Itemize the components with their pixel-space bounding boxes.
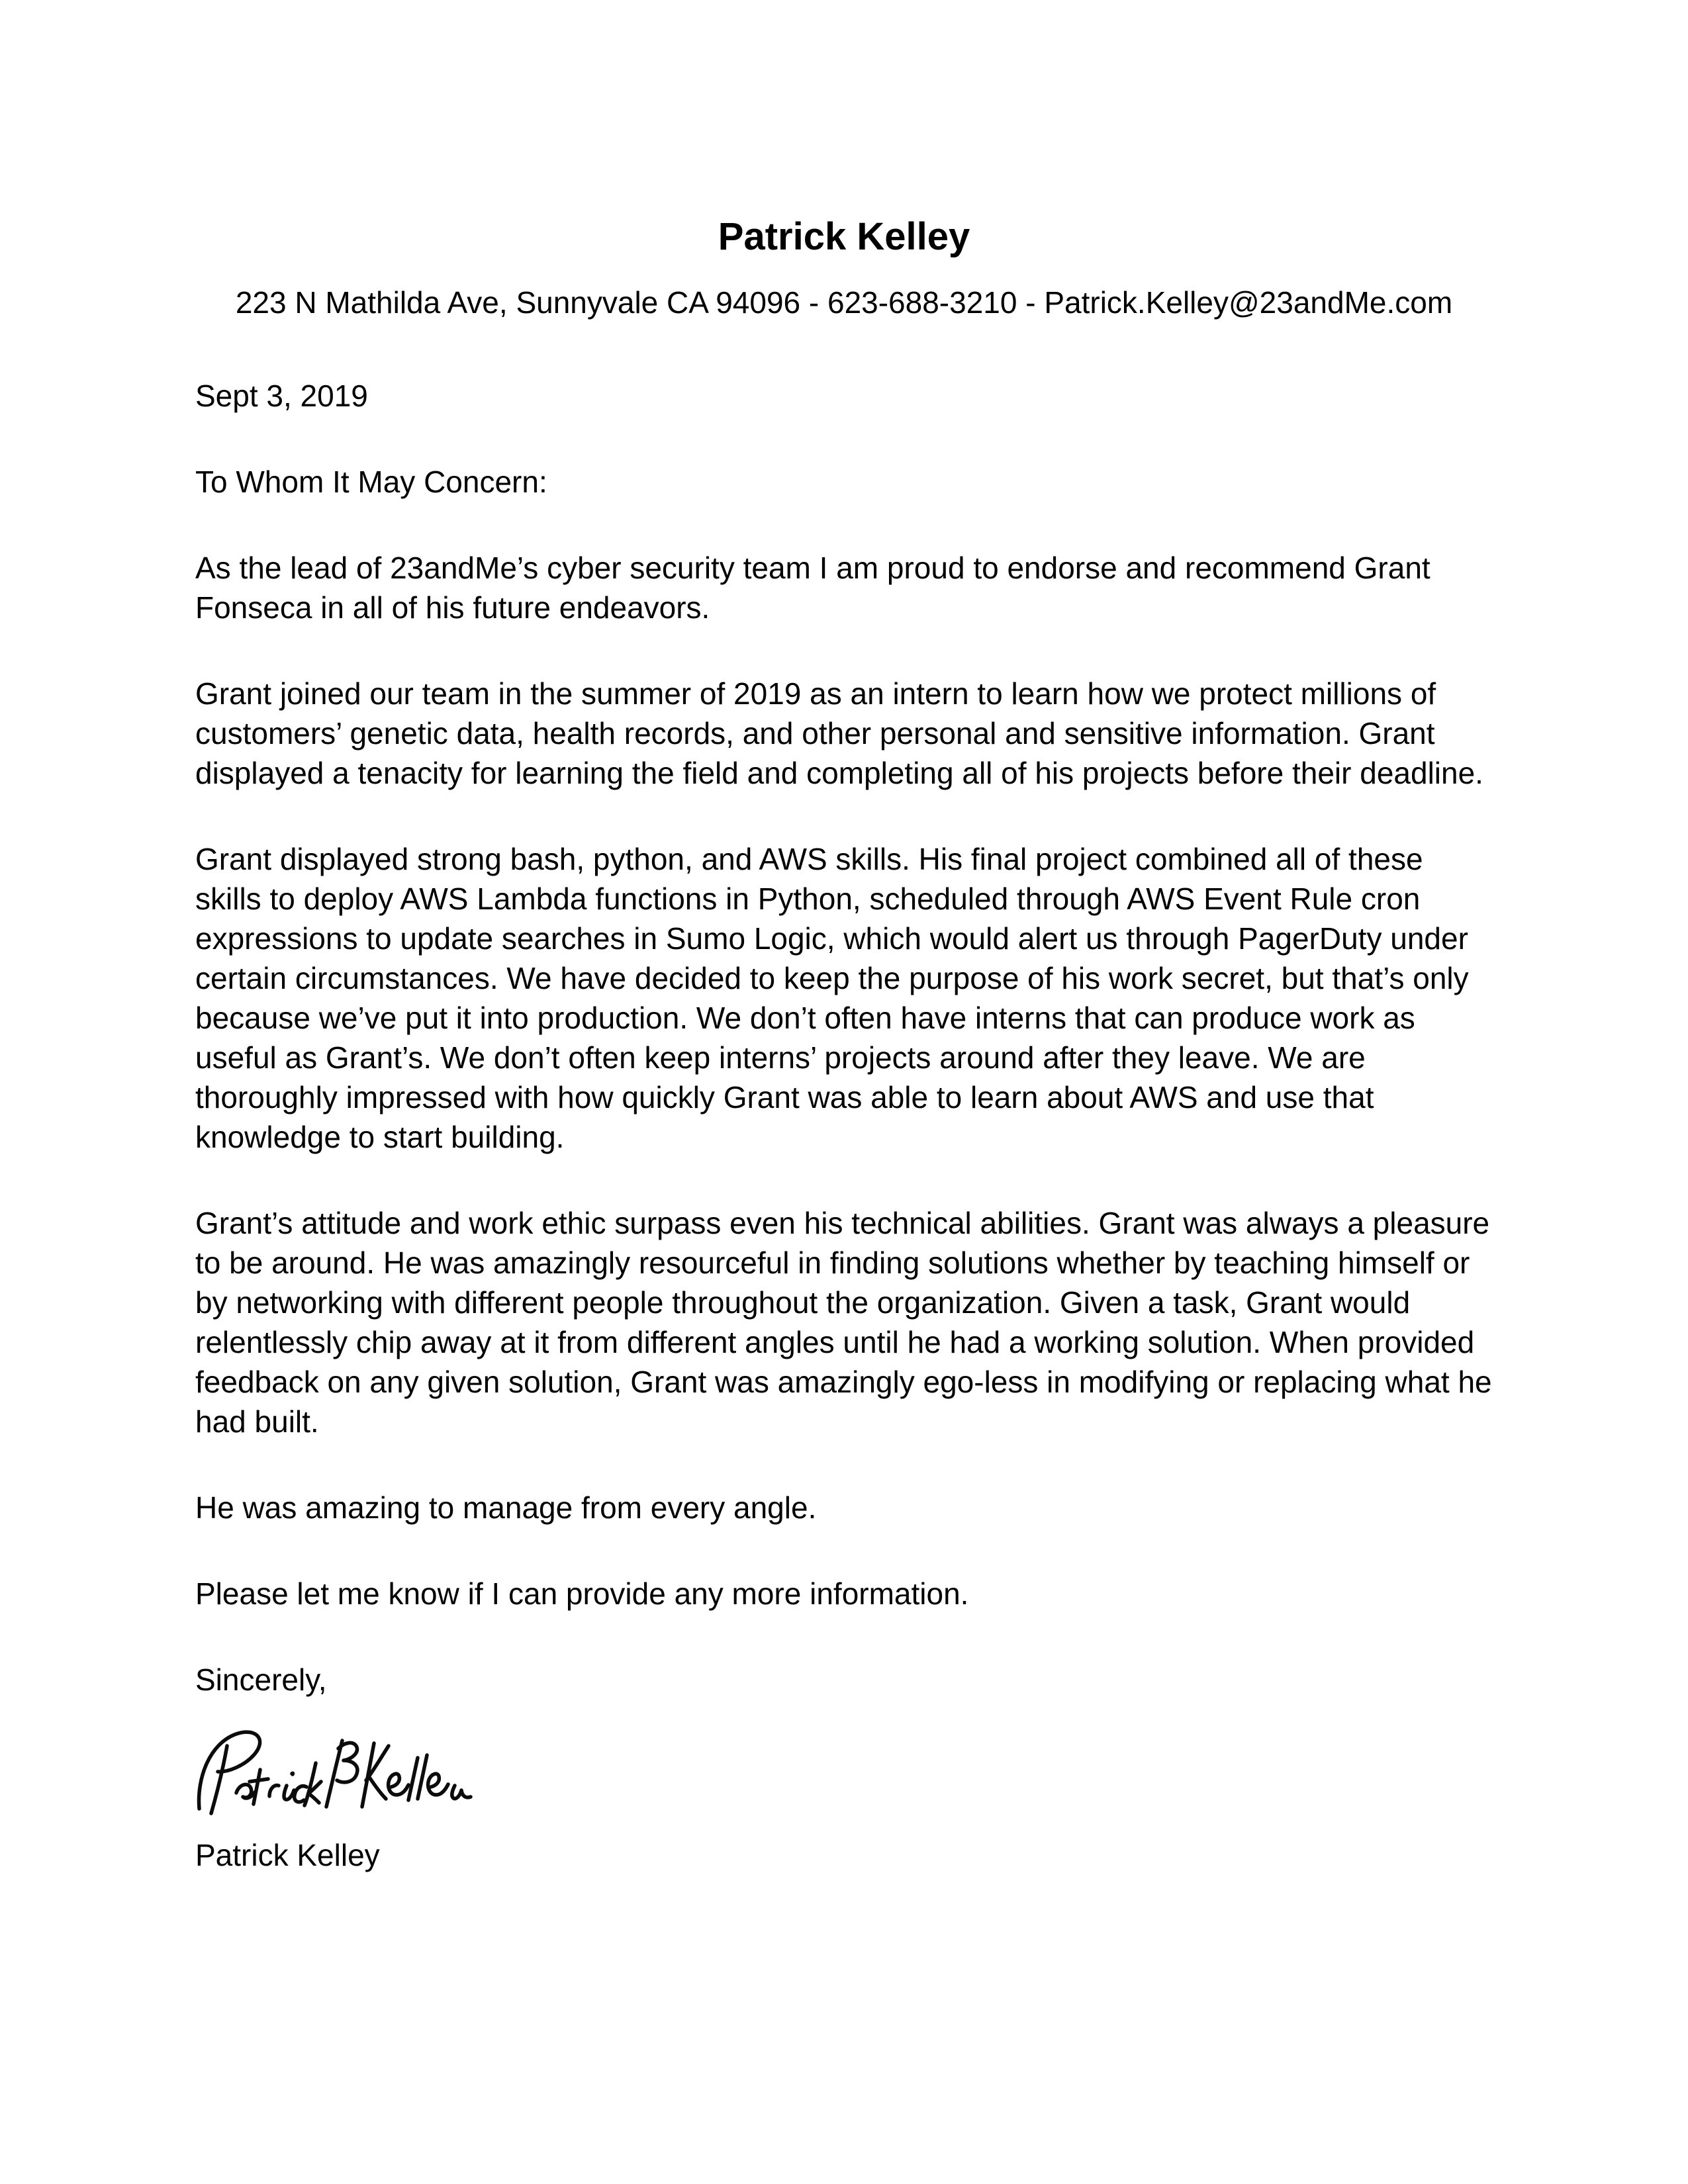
paragraph-1: As the lead of 23andMe’s cyber security team I am proud to endorse and recommend Grant Fonseca in all of his future endeavors. [195,551,1430,625]
paragraph-2: Grant joined our team in the summer of 2019 as an intern to learn how we protect millions of customers’ genetic data, health records, and other personal and sensitive information. Grant displayed a tenacity for learning the field and completing all of his projects before their deadline. [195,676,1483,790]
paragraph-6: Please let me know if I can provide any more information. [195,1576,969,1611]
closing: Sincerely, [195,1662,327,1697]
letter-content [0,215,1688,1875]
header-name: Patrick Kelley [718,215,970,258]
paragraph-4: Grant’s attitude and work ethic surpass even his technical abilities. Grant was always a pleasure to be around. He was amazingly resourceful in finding solutions whether by teaching himself or by networking with different people throughout the organization. Given a task, Grant would relentlessly chip away at it from different angles until he had a working solution. When provided feedback on any given solution, Grant was amazingly ego-less in modifying or replacing what he had built. [195,1206,1492,1439]
paragraph-5: He was amazing to manage from every angle. [195,1490,817,1525]
paragraph-3: Grant displayed strong bash, python, and AWS skills. His final project combined all of these skills to deploy AWS Lambda functions in Python, scheduled through AWS Event Rule cron expressions to update searches in Sumo Logic, which would alert us through PagerDuty under certain circumstances. We have decided to keep the purpose of his work secret, but that’s only because we’ve put it into production. We don’t often have interns that can produce work as useful as Grant’s. We don’t often keep interns’ projects around after they leave. We are thoroughly impressed with how quickly Grant was able to learn about AWS and use that knowledge to start building. [195,842,1469,1154]
signature-image [195,1726,480,1829]
header-contact-line: 223 N Mathilda Ave, Sunnyvale CA 94096 - 623-688-3210 - Patrick.Kelley@23andMe.com [235,285,1453,320]
salutation: To Whom It May Concern: [195,465,547,499]
signature-handwriting [195,1726,480,1829]
typed-name: Patrick Kelley [195,1838,380,1872]
letter-date: Sept 3, 2019 [195,379,368,413]
